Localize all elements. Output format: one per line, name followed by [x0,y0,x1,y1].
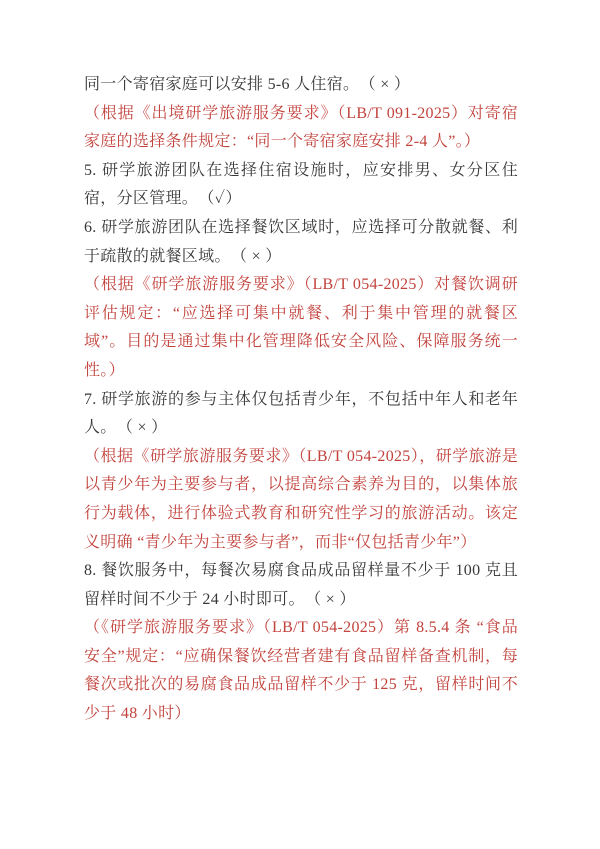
question-paragraph: 5. 研学旅游团队在选择住宿设施时，应安排男、女分区住宿，分区管理。 （✓） [84,161,518,208]
question-paragraph: 6. 研学旅游团队在选择餐饮区域时，应选择可分散就餐、利于疏散的就餐区域。 （ × ） [84,218,518,265]
question-paragraph: 7. 研学旅游的参与主体仅包括青少年，不包括中年人和老年人。 （ × ） [84,390,518,437]
text-column [84,71,518,729]
question-tail-paragraph: 同一个寄宿家庭可以安排 5-6 人住宿。 （ × ） [84,76,411,93]
explanation-paragraph: （根据《研学旅游服务要求》（LB/T 054-2025）对餐饮调研评估规定：“应选择可集中就餐、利于集中管理的就餐区域”。目的是通过集中化管理降低安全风险、保障服务统一性。） [84,276,518,379]
question-paragraph: 8. 餐饮服务中，每餐次易腐食品成品留样量不少于 100 克且留样时间不少于 24 小时即可。 （ × ） [84,562,518,608]
explanation-paragraph: （《研学旅游服务要求》（LB/T 054-2025）第 8.5.4 条 “食品安全”规定：“应确保餐饮经营者建有食品留样备查机制，每餐次或批次的易腐食品成品留样不少于 125 克，留样时间不少于 48 小时） [84,619,518,723]
explanation-paragraph: （根据《研学旅游服务要求》（LB/T 054-2025），研学旅游是以青少年为主要参与者，以提高综合素养为目的，以集体旅行为载体，进行体验式教育和研究性学习的旅游活动。该定义明确 “青少年为主要参与者”，而非“仅包括青少年”） [84,447,518,551]
explanation-paragraph: （根据《出境研学旅游服务要求》（LB/T 091-2025）对寄宿家庭的选择条件规定：“同一个寄宿家庭安排 2-4 人”。） [84,104,518,151]
